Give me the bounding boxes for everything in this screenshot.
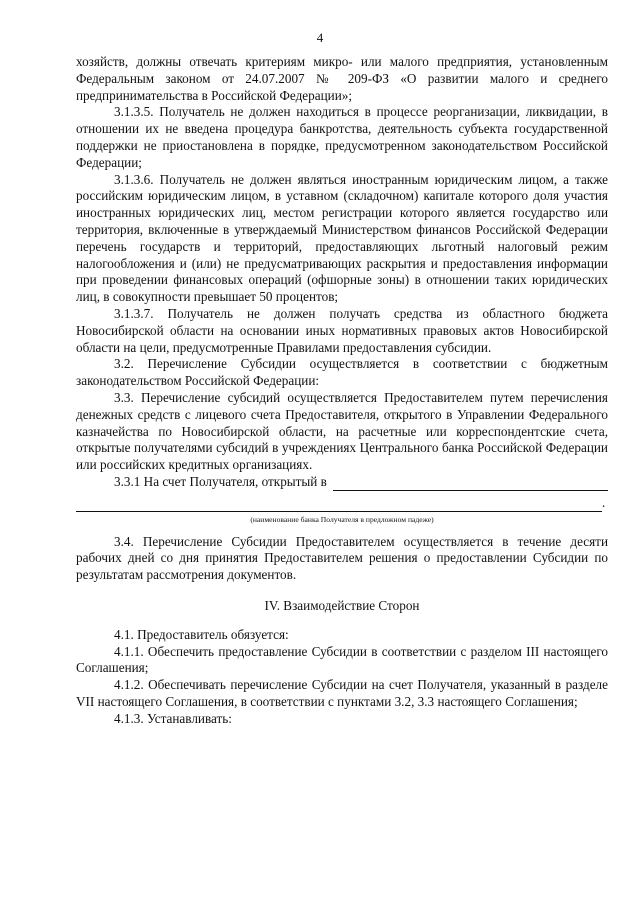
- bank-account-fill-line: [76, 474, 608, 491]
- bank-name-blank-2[interactable]: [76, 498, 602, 512]
- bank-name-caption: (наименование банка Получателя в предложном падеже): [250, 514, 434, 524]
- fill-in-end-mark: .: [602, 494, 606, 510]
- bank-account-fill-line-2: [76, 495, 608, 512]
- fill-in-label: 3.3.1 На счет Получателя, открытый в: [114, 473, 327, 489]
- paragraph-3-1-3-5: 3.1.3.5. Получатель не должен находиться в процессе реорганизации, ликвидации, в отношении их не введена процедура банкротства, деятельность субъекта государственной поддержки не приостановлена в порядке, предусмотренном законодательством Российской Федерации;: [76, 104, 608, 170]
- paragraph-3-2: 3.2. Перечисление Субсидии осуществляется в соответствии с бюджетным законодательством Российской Федерации:: [76, 356, 608, 389]
- paragraph-4-1-3: 4.1.3. Устанавливать:: [114, 710, 232, 726]
- paragraph-3-1-3-6: 3.1.3.6. Получатель не должен являться иностранным юридическим лицом, а также российским юридическим лицом, в уставном (складочном) капитале которого доля участия иностранных юридических лиц, местом регистрации которого является государство или территория, включенные в утверждаемый Министерством финансов Российской Федерации перечень государств и территорий, предоставляющих льготный налоговый режим налогообложения и (или) не предусматривающих раскрытия и предоставления информации при проведении финансовых операций (офшорные зоны) в отношении таких юридических лиц, в совокупности превышает 50 процентов;: [76, 171, 608, 305]
- document-body: [76, 54, 608, 727]
- paragraph-3-3: 3.3. Перечисление субсидий осуществляется Предоставителем путем перечисления денежных средств с лицевого счета Предоставителя, открытого в Управлении Федерального казначейства по Новосибирской области, на расчетные или корреспондентские счета, открытые получателями субсидий в учреждениях Центрального банка Российской Федерации или российских кредитных организациях.: [76, 389, 608, 473]
- paragraph-continuation: хозяйств, должны отвечать критериям микро- или малого предприятия, установленным Федеральным законом от 24.07.2007 № 209-ФЗ «О развитии малого и среднего предпринимательства в Российской Федерации»;: [76, 54, 608, 103]
- paragraph-3-1-3-7: 3.1.3.7. Получатель не должен получать средства из областного бюджета Новосибирской области на основании иных нормативных правовых актов Новосибирской области на цели, предусмотренные Правилами предоставления субсидии.: [76, 305, 608, 355]
- paragraph-4-1-2: 4.1.2. Обеспечивать перечисление Субсидии на счет Получателя, указанный в разделе VII настоящего Соглашения, в соответствии с пунктами 3.2, 3.3 настоящего Соглашения;: [76, 677, 608, 709]
- paragraph-4-1-1: 4.1.1. Обеспечить предоставление Субсидии в соответствии с разделом III настоящего Соглашения;: [76, 643, 608, 676]
- bank-name-blank-1[interactable]: [333, 477, 608, 491]
- page-number: 4: [316, 30, 324, 45]
- paragraph-3-4: 3.4. Перечисление Субсидии Предоставителем осуществляется в течение десяти рабочих дней со дня принятия Предоставителем решения о предоставлении Субсидии по результатам рассмотрения документов.: [76, 533, 608, 583]
- paragraph-4-1: 4.1. Предоставитель обязуется:: [114, 626, 289, 642]
- section-title: IV. Взаимодействие Сторон: [264, 597, 420, 613]
